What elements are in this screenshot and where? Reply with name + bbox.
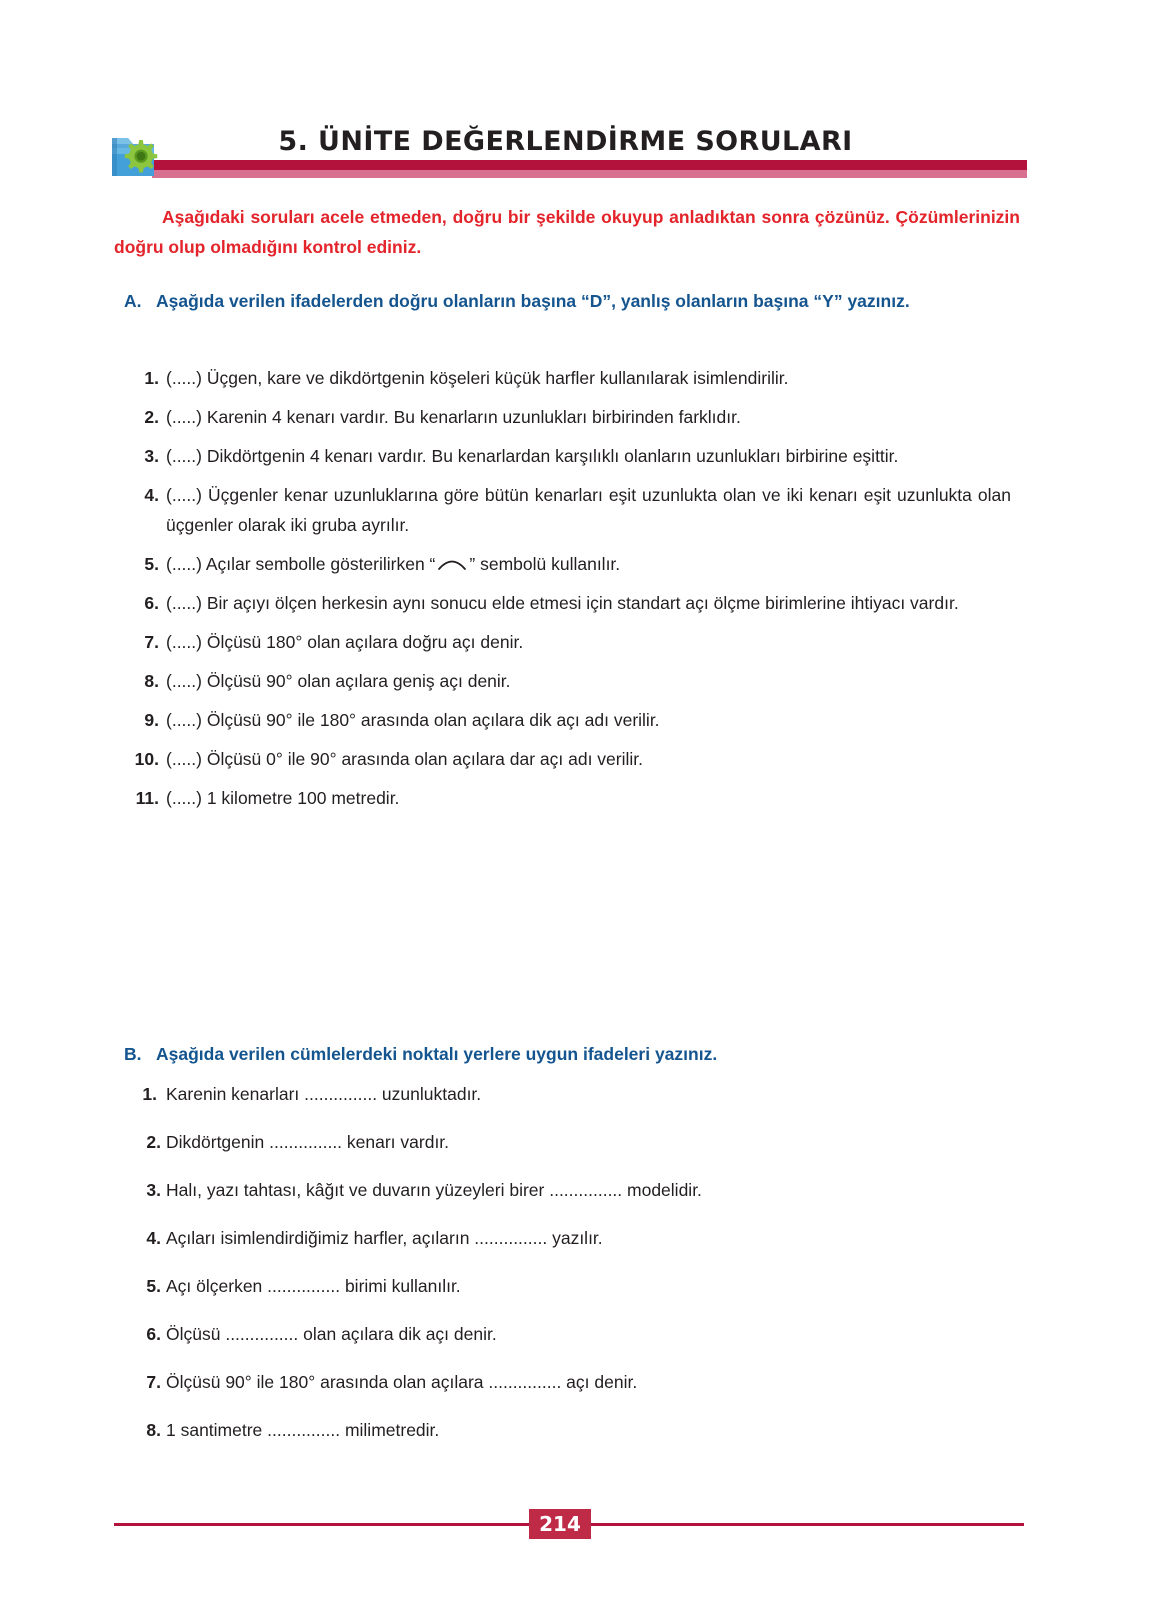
- intro-instruction: Aşağıdaki soruları acele etmeden, doğru bir şekilde okuyup anladıktan sonra çözünüz. Çözümlerinizin doğru olup olmadığını kontrol ediniz.: [114, 207, 1020, 257]
- question-text: (.....) Ölçüsü 90° olan açılara geniş açı denir.: [166, 671, 511, 691]
- section-b-heading: [124, 1036, 1024, 1072]
- question-item: [114, 1271, 1022, 1301]
- question-text: (.....) Dikdörtgenin 4 kenarı vardır. Bu kenarlardan karşılıklı olanların uzunlukları birbirine eşittir.: [166, 446, 899, 466]
- question-item: [114, 363, 1022, 393]
- header-accent-bar: [152, 160, 1027, 178]
- question-text: [166, 549, 1011, 579]
- question-text: (.....) Ölçüsü 180° olan açılara doğru açı denir.: [166, 632, 524, 652]
- question-item: [114, 783, 1022, 813]
- question-text: (.....) Ölçüsü 90° ile 180° arasında olan açılara dik açı adı verilir.: [166, 710, 660, 730]
- question-number: 1.: [144, 368, 159, 388]
- question-item: [114, 1319, 1022, 1349]
- question-number: 11.: [135, 788, 159, 808]
- page-title: 5. ÜNİTE DEĞERLENDİRME SORULARI: [278, 126, 853, 157]
- question-text-before-symbol: (.....) Açılar sembolle gösterilirken “: [166, 554, 436, 574]
- question-item: [114, 1223, 1022, 1253]
- question-text: (.....) Bir açıyı ölçen herkesin aynı sonucu elde etmesi için standart açı ölçme birimlerine ihtiyacı vardır.: [166, 593, 959, 613]
- question-number: 6.: [144, 593, 159, 613]
- question-text: Karenin kenarları ............... uzunluktadır.: [166, 1084, 482, 1104]
- header-bar-bottom: [152, 170, 1027, 178]
- header-bar-top: [152, 160, 1027, 170]
- question-item: [114, 705, 1022, 735]
- question-text: 1 santimetre ............... milimetredir.: [166, 1420, 440, 1440]
- question-item: [114, 402, 1022, 432]
- question-text: Açıları isimlendirdiğimiz harfler, açıların ............... yazılır.: [166, 1228, 603, 1248]
- question-item: [114, 1415, 1022, 1445]
- question-text: Ölçüsü ............... olan açılara dik açı denir.: [166, 1324, 497, 1344]
- question-number: 3.: [144, 446, 159, 466]
- question-number: 9.: [144, 710, 159, 730]
- question-item: [114, 549, 1022, 579]
- question-text: (.....) Ölçüsü 0° ile 90° arasında olan açılara dar açı adı verilir.: [166, 749, 643, 769]
- question-item: [114, 480, 1022, 540]
- question-item: [114, 1079, 1022, 1109]
- page-footer: [114, 1509, 1024, 1543]
- question-text: (.....) 1 kilometre 100 metredir.: [166, 788, 400, 808]
- section-a-letter: A.: [124, 291, 142, 311]
- question-number: 8.: [146, 1420, 161, 1440]
- question-number: 2.: [144, 407, 159, 427]
- page-header: [104, 126, 1027, 188]
- section-b-letter: B.: [124, 1044, 142, 1064]
- question-text: Halı, yazı tahtası, kâğıt ve duvarın yüzeyleri birer ............... modelidir.: [166, 1180, 702, 1200]
- question-text: Dikdörtgenin ............... kenarı vardır.: [166, 1132, 450, 1152]
- folder-gear-icon: [104, 128, 174, 186]
- section-a-question-list: [114, 363, 1022, 822]
- section-b-heading-text: Aşağıda verilen cümlelerdeki noktalı yerlere uygun ifadeleri yazınız.: [156, 1044, 718, 1064]
- question-item: [114, 441, 1022, 471]
- question-text: (.....) Üçgenler kenar uzunluklarına göre bütün kenarları eşit uzunlukta olan ve iki kenarı eşit uzunlukta olan üçgenler olarak iki gruba ayrılır.: [166, 485, 1011, 535]
- question-number: 2.: [146, 1132, 161, 1152]
- question-number: 7.: [144, 632, 159, 652]
- question-text: (.....) Üçgen, kare ve dikdörtgenin köşeleri küçük harfler kullanılarak isimlendirilir.: [166, 368, 789, 388]
- question-number: 5.: [146, 1276, 161, 1296]
- question-item: [114, 1175, 1022, 1205]
- question-number: 1.: [142, 1084, 157, 1104]
- question-item: [114, 744, 1022, 774]
- section-b-question-list: [114, 1079, 1022, 1463]
- page-number-badge: 214: [529, 1509, 591, 1539]
- question-item: [114, 1127, 1022, 1157]
- question-number: 4.: [144, 485, 159, 505]
- section-a-heading-text: Aşağıda verilen ifadelerden doğru olanların başına “D”, yanlış olanların başına “Y” yazınız.: [156, 291, 910, 311]
- question-number: 5.: [144, 554, 159, 574]
- question-number: 6.: [146, 1324, 161, 1344]
- question-number: 3.: [146, 1180, 161, 1200]
- question-number: 7.: [146, 1372, 161, 1392]
- question-text: (.....) Karenin 4 kenarı vardır. Bu kenarların uzunlukları birbirinden farklıdır.: [166, 407, 741, 427]
- question-number: 8.: [144, 671, 159, 691]
- question-text-after-symbol: ” sembolü kullanılır.: [469, 554, 621, 574]
- question-item: [114, 588, 1022, 618]
- question-item: [114, 1367, 1022, 1397]
- question-number: 4.: [146, 1228, 161, 1248]
- question-text: Açı ölçerken ............... birimi kullanılır.: [166, 1276, 461, 1296]
- question-item: [114, 627, 1022, 657]
- section-a-heading: [124, 283, 1024, 319]
- question-number: 10.: [134, 749, 159, 769]
- question-item: [114, 666, 1022, 696]
- question-text: Ölçüsü 90° ile 180° arasında olan açılara ............... açı denir.: [166, 1372, 638, 1392]
